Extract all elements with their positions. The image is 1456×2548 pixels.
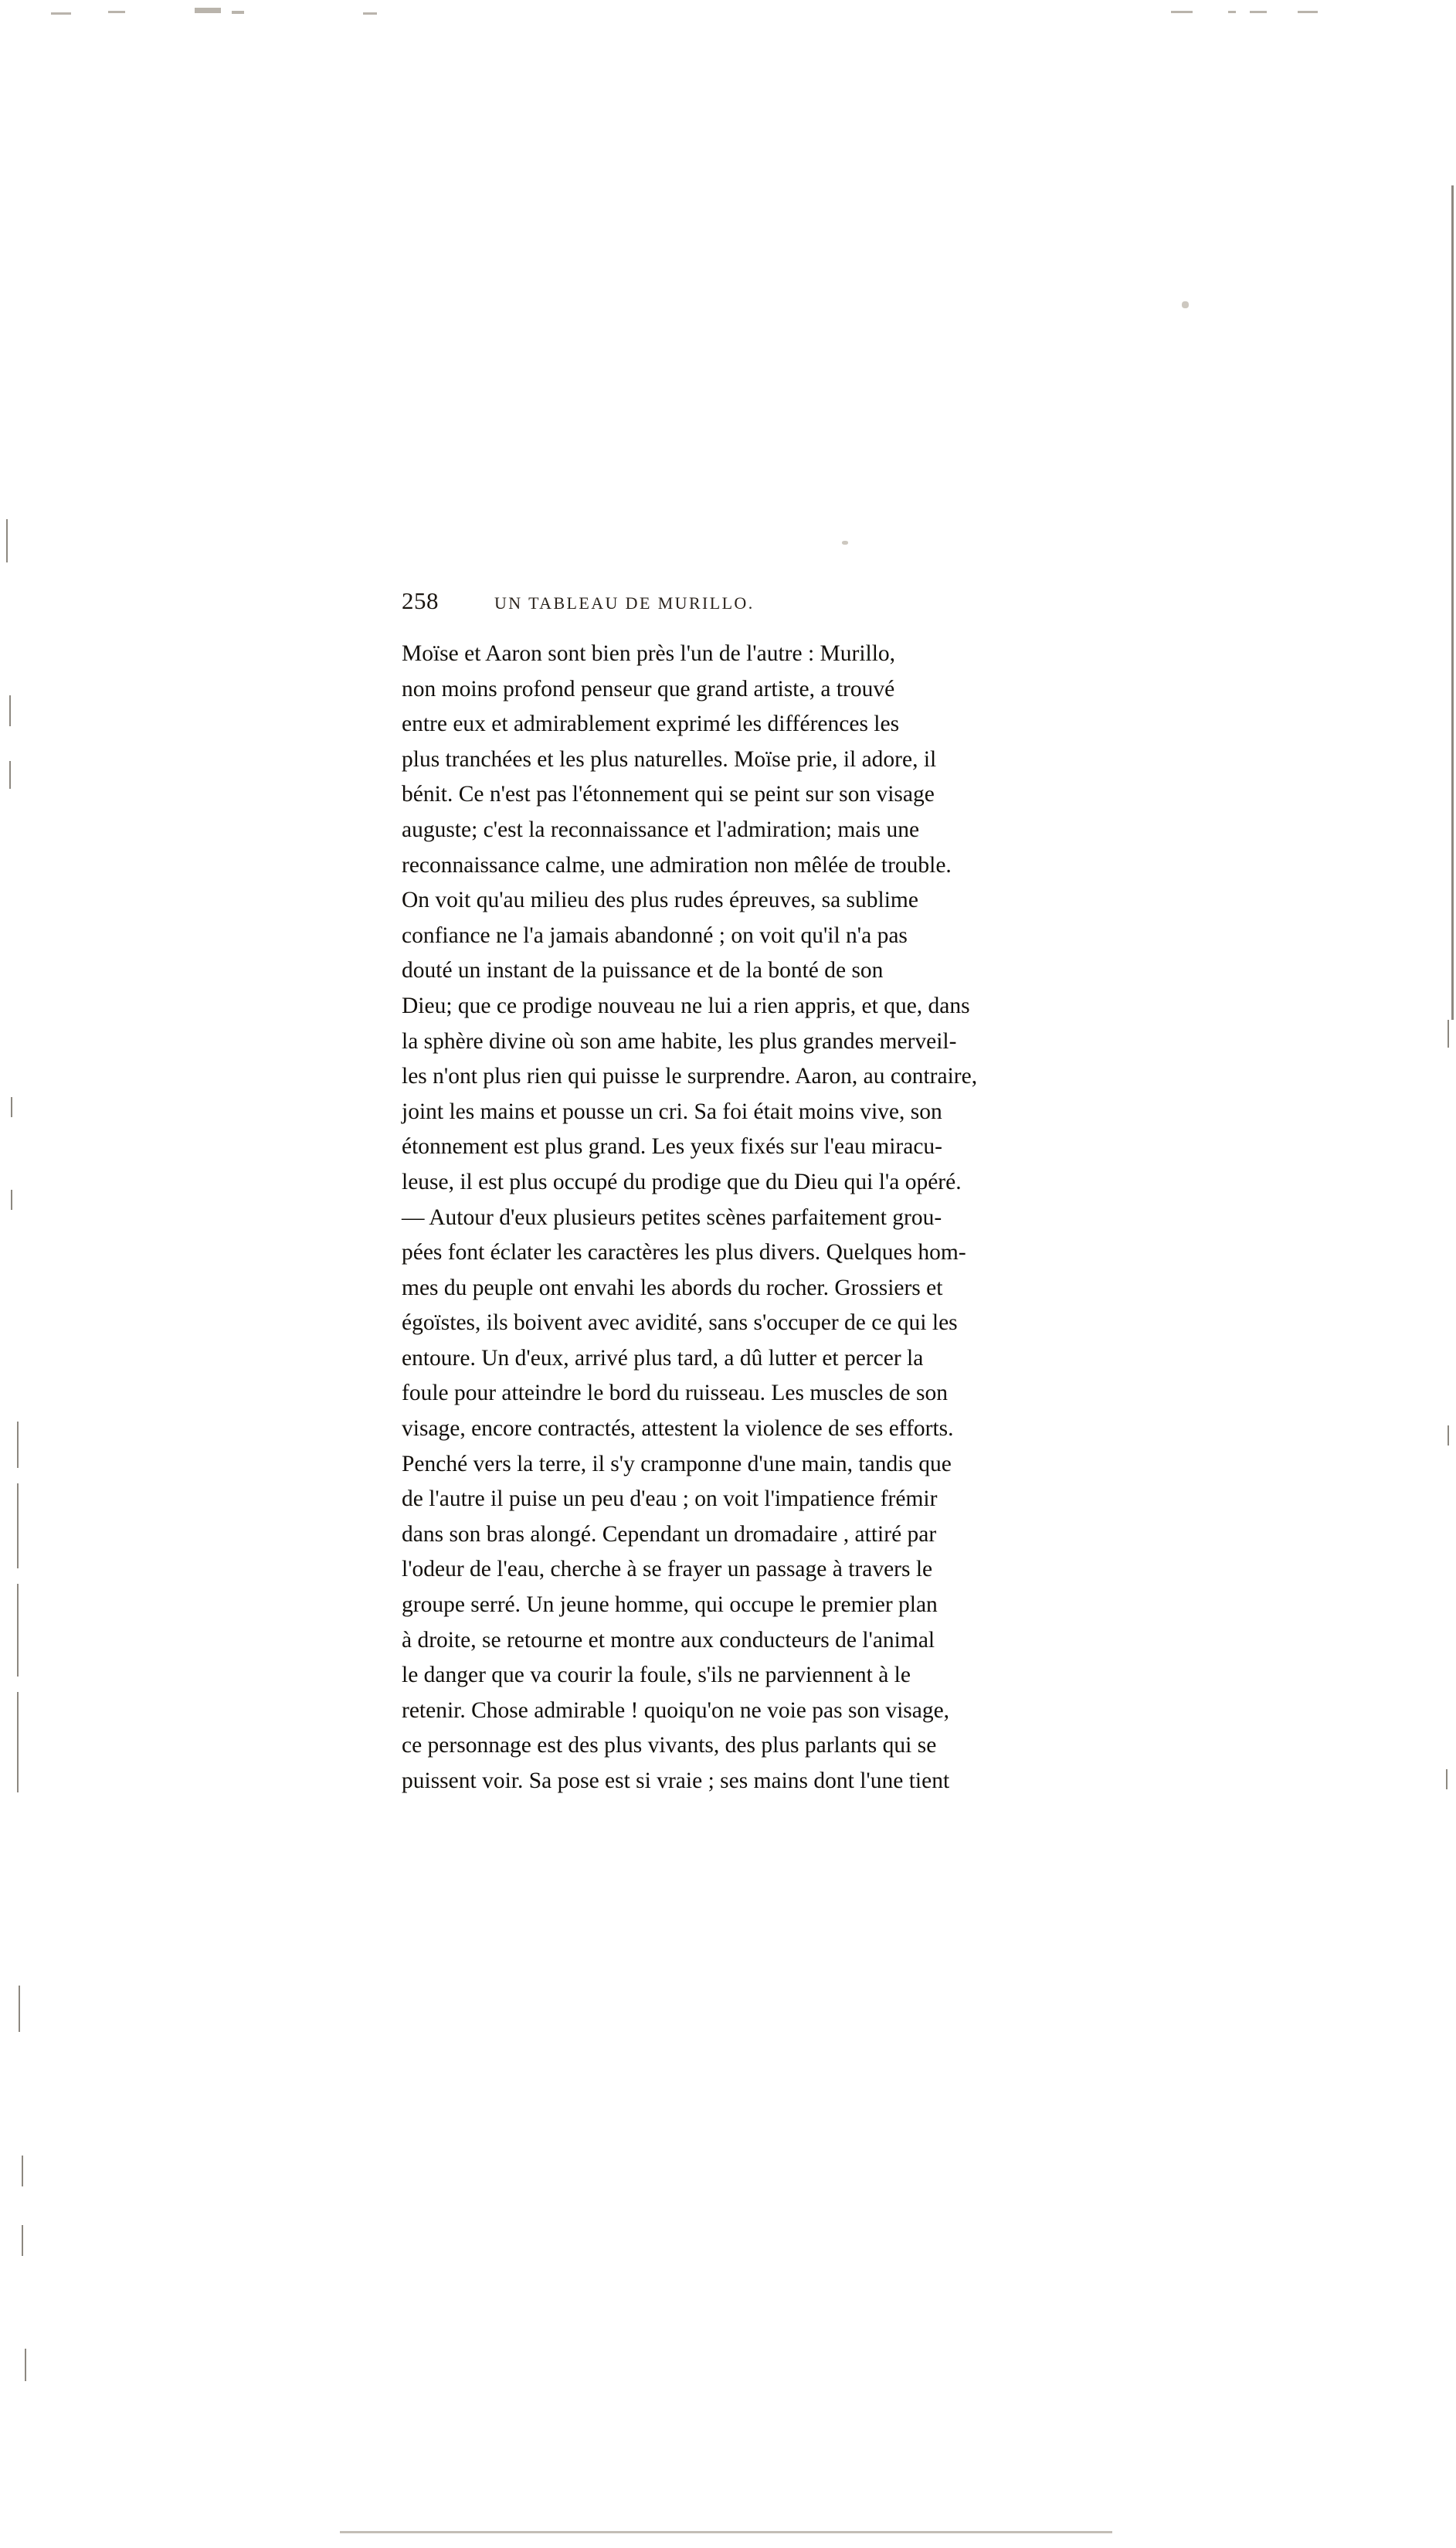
page-header xyxy=(402,587,1244,615)
right-margin-rule-lower xyxy=(1451,618,1454,1020)
text-line: douté un instant de la puissance et de la bonté de son xyxy=(402,958,884,984)
page-text-block xyxy=(402,587,1244,1799)
top-scan-mark-9 xyxy=(1298,11,1318,13)
left-margin-rule-13 xyxy=(25,2349,26,2381)
right-margin-rule xyxy=(1451,185,1454,618)
top-scan-mark-6 xyxy=(1171,11,1193,13)
top-scan-mark-5 xyxy=(363,12,377,15)
text-line: — Autour d'eux plusieurs petites scènes parfaitement grou- xyxy=(402,1204,942,1230)
text-line: pées font éclater les caractères les plus divers. Quelques hom- xyxy=(402,1240,966,1266)
left-margin-rule-5 xyxy=(11,1190,12,1210)
running-head: UN TABLEAU DE MURILLO. xyxy=(494,593,755,613)
top-scan-mark-7 xyxy=(1228,11,1236,13)
folio-number: 258 xyxy=(402,587,439,614)
left-margin-rule-4 xyxy=(11,1097,12,1117)
text-line: auguste; c'est la reconnaissance et l'admiration; mais une xyxy=(402,817,920,842)
top-scan-mark-1 xyxy=(51,12,71,15)
text-line: l'odeur de l'eau, cherche à se frayer un passage à travers le xyxy=(402,1557,933,1582)
text-line: leuse, il est plus occupé du prodige que du Dieu qui l'a opéré. xyxy=(402,1169,962,1194)
left-margin-rule-6 xyxy=(17,1422,19,1468)
text-line: bénit. Ce n'est pas l'étonnement qui se peint sur son visage xyxy=(402,782,935,807)
text-line: confiance ne l'a jamais abandonné ; on voit qu'il n'a pas xyxy=(402,922,908,948)
text-line: entoure. Un d'eux, arrivé plus tard, a dû lutter et percer la xyxy=(402,1345,924,1371)
text-line: retenir. Chose admirable ! quoiqu'on ne voie pas son visage, xyxy=(402,1697,950,1723)
text-line: dans son bras alongé. Cependant un dromadaire , attiré par xyxy=(402,1521,937,1547)
bottom-scan-rule xyxy=(340,2531,1112,2533)
text-line: reconnaissance calme, une admiration non mêlée de trouble. xyxy=(402,852,952,878)
text-line: le danger que va courir la foule, s'ils ne parviennent à le xyxy=(402,1663,911,1688)
text-line: visage, encore contractés, attestent la violence de ses efforts. xyxy=(402,1416,954,1442)
text-line: On voit qu'au milieu des plus rudes épreuves, sa sublime xyxy=(402,888,918,913)
top-scan-mark-3 xyxy=(195,8,221,13)
top-scan-mark-2 xyxy=(108,11,125,13)
text-line: groupe serré. Un jeune homme, qui occupe le premier plan xyxy=(402,1592,938,1618)
text-line: mes du peuple ont envahi les abords du rocher. Grossiers et xyxy=(402,1275,943,1300)
text-line: Moïse et Aaron sont bien près l'un de l'autre : Murillo, xyxy=(402,641,896,666)
text-line: à droite, se retourne et montre aux conducteurs de l'animal xyxy=(402,1627,935,1653)
left-margin-rule-10 xyxy=(19,1986,20,2032)
text-line: entre eux et admirablement exprimé les différences les xyxy=(402,712,900,737)
text-line: non moins profond penseur que grand artiste, a trouvé xyxy=(402,676,895,702)
text-line: égoïstes, ils boivent avec avidité, sans s'occuper de ce qui les xyxy=(402,1310,958,1336)
body-paragraph xyxy=(402,637,1244,1799)
left-margin-rule xyxy=(6,519,8,562)
text-line: puissent voir. Sa pose est si vraie ; ses mains dont l'une tient xyxy=(402,1768,950,1793)
text-line: ce personnage est des plus vivants, des plus parlants qui se xyxy=(402,1733,937,1758)
left-margin-rule-7 xyxy=(17,1483,19,1568)
right-edge-speck-rule xyxy=(1448,1020,1449,1048)
top-scan-mark-4 xyxy=(232,11,244,14)
left-margin-rule-12 xyxy=(22,2225,23,2256)
left-margin-rule-2 xyxy=(9,695,11,726)
right-edge-speck-rule-3 xyxy=(1446,1769,1448,1789)
paper-speck-1 xyxy=(1182,301,1189,308)
text-line: plus tranchées et les plus naturelles. Moïse prie, il adore, il xyxy=(402,746,937,772)
text-line: foule pour atteindre le bord du ruisseau. Les muscles de son xyxy=(402,1381,948,1406)
text-line: joint les mains et pousse un cri. Sa foi était moins vive, son xyxy=(402,1099,942,1124)
text-line: la sphère divine où son ame habite, les plus grandes merveil- xyxy=(402,1028,957,1054)
text-line: Dieu; que ce prodige nouveau ne lui a rien appris, et que, dans xyxy=(402,993,970,1018)
text-line: Penché vers la terre, il s'y cramponne d'une main, tandis que xyxy=(402,1451,952,1476)
top-scan-mark-8 xyxy=(1250,11,1267,13)
left-margin-rule-3 xyxy=(9,761,11,789)
text-line: de l'autre il puise un peu d'eau ; on voit l'impatience frémir xyxy=(402,1486,938,1512)
left-margin-rule-11 xyxy=(22,2156,23,2186)
left-margin-rule-8 xyxy=(17,1584,19,1677)
right-edge-speck-rule-2 xyxy=(1448,1425,1449,1446)
text-line: étonnement est plus grand. Les yeux fixés sur l'eau miracu- xyxy=(402,1134,942,1160)
paper-speck-2 xyxy=(842,541,848,545)
text-line: les n'ont plus rien qui puisse le surprendre. Aaron, au contraire, xyxy=(402,1064,978,1089)
left-margin-rule-9 xyxy=(17,1692,19,1792)
